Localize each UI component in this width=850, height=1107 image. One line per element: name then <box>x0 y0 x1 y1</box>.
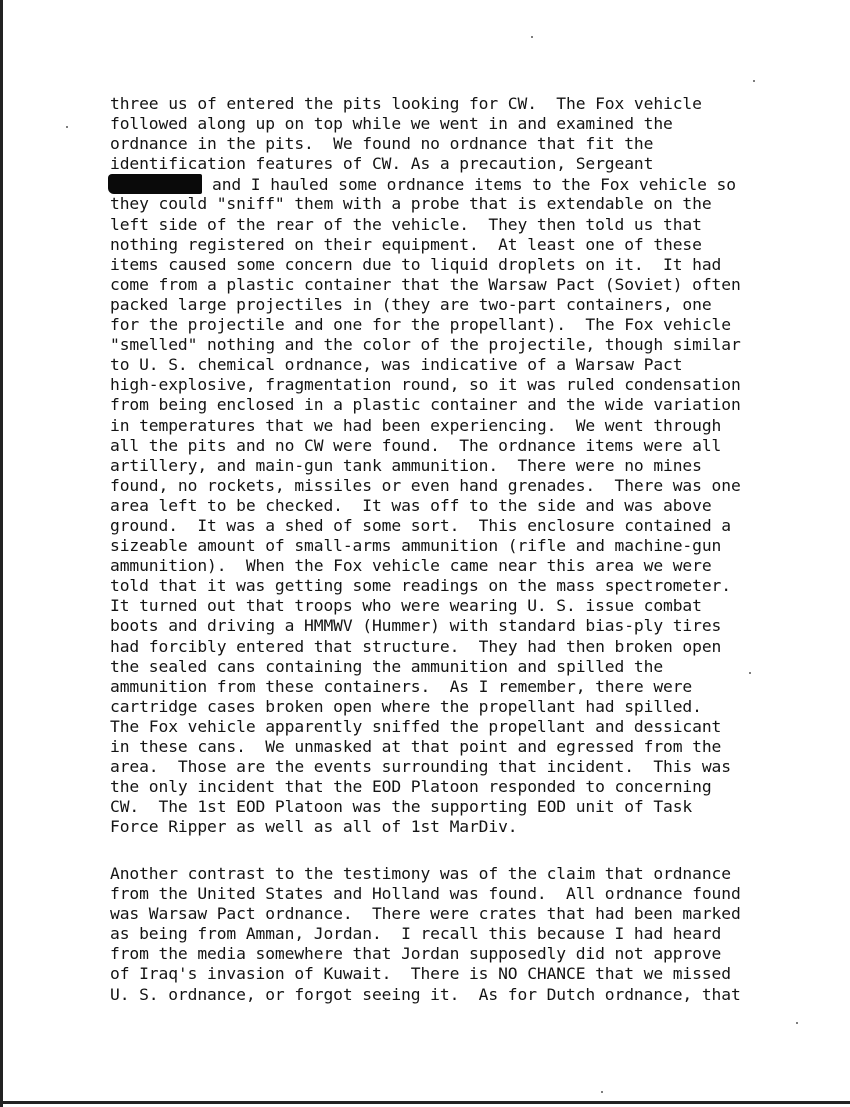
text-line: the only incident that the EOD Platoon responded to concerning <box>110 777 712 797</box>
text-line: from the United States and Holland was found. All ordnance found <box>110 884 741 904</box>
text-line: ground. It was a shed of some sort. This enclosure contained a <box>110 515 731 535</box>
text-line: in these cans. We unmasked at that point and egressed from the <box>110 737 722 756</box>
text-line: the sealed cans containing the ammunition and spilled the <box>110 656 664 676</box>
text-line: had forcibly entered that structure. They had then broken open <box>110 636 722 656</box>
text-line: left side of the rear of the vehicle. They then told us that <box>110 214 702 234</box>
text-line: ammunition from these containers. As I remember, there were <box>110 676 693 696</box>
text-line: they could "sniff" them with a probe that is extendable on the <box>110 194 712 214</box>
text-line-remainder: and I hauled some ordnance items to the Fox vehicle so <box>212 175 736 195</box>
text-line: all the pits and no CW were found. The ordnance items were all <box>110 435 722 455</box>
text-line: U. S. ordnance, or forgot seeing it. As for Dutch ordnance, that <box>110 984 741 1004</box>
text-line: high-explosive, fragmentation round, so it was ruled condensation <box>110 375 741 395</box>
text-line: It turned out that troops who were wearing U. S. issue combat <box>110 596 702 616</box>
text-line: cartridge cases broken open where the propellant had spilled. <box>110 696 702 716</box>
text-line: three us of entered the pits looking for CW. The Fox vehicle <box>110 94 702 113</box>
text-line: told that it was getting some readings on the mass spectrometer. <box>110 576 731 596</box>
text-line: area left to be checked. It was off to the side and was above <box>110 495 712 515</box>
text-line: area. Those are the events surrounding that incident. This was <box>110 757 731 777</box>
text-line: items caused some concern due to liquid droplets on it. It had <box>110 254 722 274</box>
redaction-block <box>108 174 202 194</box>
text-line: to U. S. chemical ordnance, was indicative of a Warsaw Pact <box>110 355 683 375</box>
text-line-with-redaction <box>110 174 810 194</box>
text-line: Another contrast to the testimony was of the claim that ordnance <box>110 864 731 883</box>
scan-speck <box>531 36 533 38</box>
text-line: as being from Amman, Jordan. I recall this because I had heard <box>110 924 722 944</box>
text-line: The Fox vehicle apparently sniffed the propellant and dessicant <box>110 716 722 736</box>
paragraph-1 <box>110 94 810 837</box>
text-line: sizeable amount of small-arms ammunition (rifle and machine-gun <box>110 536 722 556</box>
text-line: come from a plastic container that the Warsaw Pact (Soviet) often <box>110 274 741 294</box>
text-line: from being enclosed in a plastic container and the wide variation <box>110 395 741 415</box>
text-line: artillery, and main-gun tank ammunition. There were no mines <box>110 455 702 475</box>
scan-speck <box>601 1091 603 1093</box>
text-line: in temperatures that we had been experiencing. We went through <box>110 415 722 435</box>
scan-speck <box>749 672 751 674</box>
scan-speck <box>753 80 755 82</box>
text-line: from the media somewhere that Jordan supposedly did not approve <box>110 944 722 964</box>
scan-speck <box>796 1022 798 1024</box>
text-line: ordnance in the pits. We found no ordnance that fit the <box>110 134 654 154</box>
text-line: "smelled" nothing and the color of the projectile, though similar <box>110 335 741 355</box>
text-line: for the projectile and one for the propellant). The Fox vehicle <box>110 315 731 335</box>
text-line: found, no rockets, missiles or even hand grenades. There was one <box>110 475 741 495</box>
text-line: identification features of CW. As a precaution, Sergeant <box>110 154 654 174</box>
scan-speck <box>66 126 68 128</box>
text-line: nothing registered on their equipment. At least one of these <box>110 234 702 254</box>
text-line: packed large projectiles in (they are two-part containers, one <box>110 294 712 314</box>
text-line: ammunition). When the Fox vehicle came near this area we were <box>110 556 712 576</box>
text-line: was Warsaw Pact ordnance. There were crates that had been marked <box>110 904 741 924</box>
scan-bottom-edge <box>0 1101 850 1104</box>
text-line: of Iraq's invasion of Kuwait. There is NO CHANCE that we missed <box>110 964 731 984</box>
text-line: Force Ripper as well as all of 1st MarDiv. <box>110 817 518 837</box>
text-line: boots and driving a HMMWV (Hummer) with standard bias-ply tires <box>110 616 722 636</box>
scan-left-edge <box>0 0 3 1107</box>
paragraph-2 <box>110 864 810 1005</box>
text-line: CW. The 1st EOD Platoon was the supporting EOD unit of Task <box>110 797 693 817</box>
text-line: followed along up on top while we went in and examined the <box>110 114 673 134</box>
